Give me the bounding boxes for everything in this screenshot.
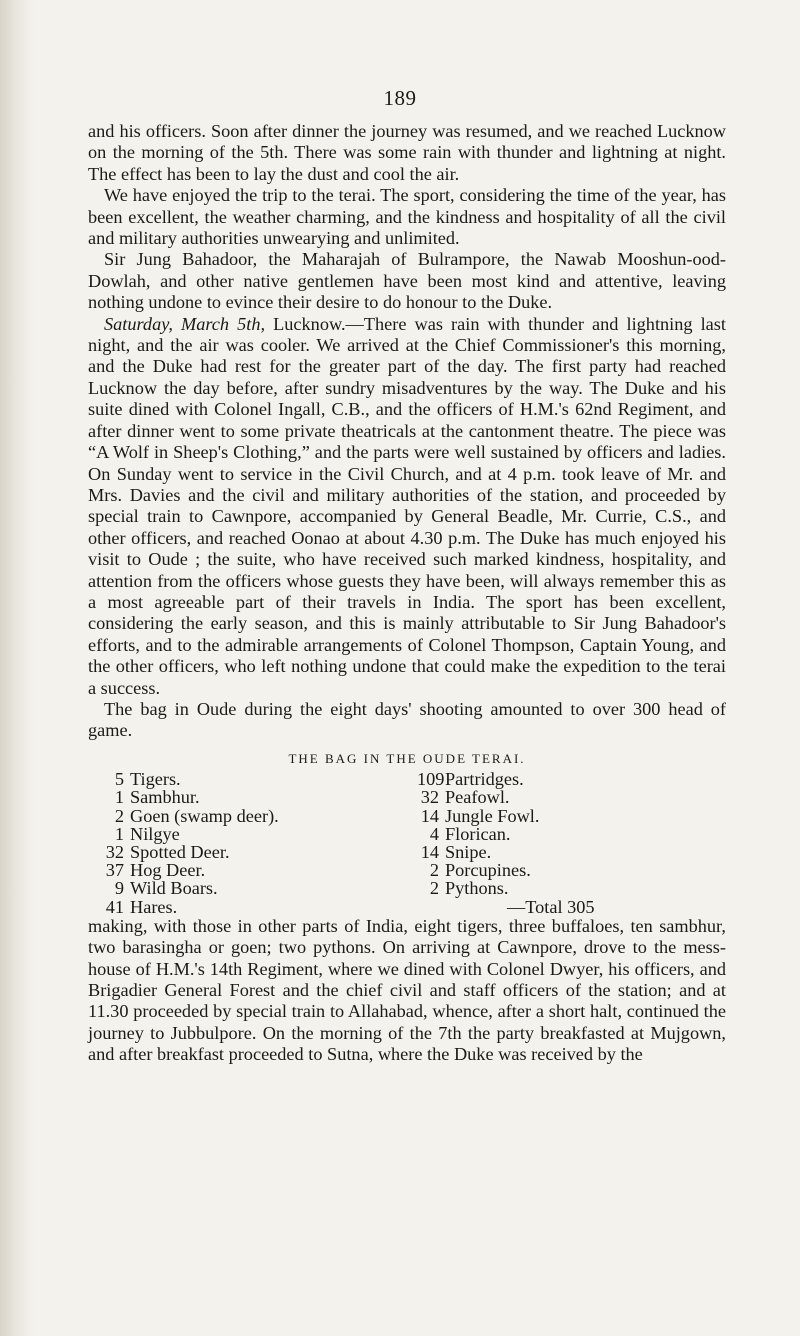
bag-row xyxy=(417,843,726,861)
page-text xyxy=(88,121,726,1066)
bag-row xyxy=(417,807,726,825)
bag-qty: 32 xyxy=(105,842,124,862)
diary-entry-paragraph xyxy=(88,314,726,699)
bag-qty: 14 xyxy=(420,842,439,862)
bag-qty: 2 xyxy=(429,878,439,899)
bag-row xyxy=(417,788,726,806)
bag-row xyxy=(417,879,726,897)
bag-row xyxy=(102,770,411,788)
bag-item: Sambhur. xyxy=(130,787,200,808)
bag-row xyxy=(102,843,411,861)
page-number: 189 xyxy=(383,86,417,110)
scan-edge-shadow xyxy=(0,0,34,1336)
bag-total-row xyxy=(417,898,726,916)
bag-item: Peafowl. xyxy=(445,787,510,808)
bag-total: —Total 305 xyxy=(507,896,595,917)
bag-item: Nilgye xyxy=(130,823,180,844)
bag-item: Goen (swamp deer). xyxy=(130,805,279,826)
bag-item: Porcupines. xyxy=(445,860,531,881)
diary-date: Saturday, March 5th, xyxy=(104,313,266,334)
bag-item: Spotted Deer. xyxy=(130,842,230,862)
bag-column-left xyxy=(102,770,411,916)
bag-item: Hares. xyxy=(130,896,178,917)
bag-qty: 4 xyxy=(429,823,439,844)
bag-item: Wild Boars. xyxy=(130,878,218,899)
bag-row xyxy=(102,861,411,879)
bag-item: Tigers. xyxy=(130,769,181,790)
bag-column-right xyxy=(417,770,726,916)
bag-qty: 32 xyxy=(420,787,439,808)
bag-item: Pythons. xyxy=(445,878,509,899)
bag-row xyxy=(102,898,411,916)
bag-qty: 2 xyxy=(114,805,124,826)
bag-qty: 14 xyxy=(420,805,439,826)
bag-qty: 109 xyxy=(417,769,445,790)
bag-item: Snipe. xyxy=(445,842,492,862)
bag-table xyxy=(102,770,726,916)
bag-row xyxy=(102,825,411,843)
diary-text: Lucknow.—There was rain with thunder and lightning last night, and the air was cooler. We arrived at the Chief Commissioner's this morning, and the Duke had rest for the greater part of the day. The first party had reached Lucknow the day before, after sundry misadventures by the way. The Duke and his suite dined with Colonel Ingall, C.B., and the officers of H.M.'s 62nd Regiment, and after dinner went to some private theatricals at the cantonment theatre. The piece was “A Wolf in Sheep's Clothing,” and the parts were well sustained by officers and ladies. On Sunday went to service in the Civil Church, and at 4 p.m. took leave of Mr. and Mrs. Davies and the civil and military authorities of the station, and proceeded by special train to Cawnpore, accompanied by General Beadle, Mr. Currie, C.S., and other officers, and reached Oonao at about 4.30 p.m. The Duke has much enjoyed his visit to Oude ; the suite, who have received such marked kindness, hospitality, and attention from the officers whose guests they have been, will always remember this as a most agreeable part of their travels in India. The sport has been excellent, considering the early season, and this is mainly attributable to Sir Jung Bahadoor's efforts, and to the admirable arrangements of Colonel Thompson, Captain Young, and the other officers, who left nothing undone that could make the expedition to the terai a success. xyxy=(88,313,726,698)
bag-row xyxy=(417,825,726,843)
bag-qty: 41 xyxy=(105,896,124,917)
closing-paragraph: making, with those in other parts of India, eight tigers, three buffaloes, ten sambhur, two barasingha or goen; two pythons. On arriving at Cawnpore, drove to the mess-house of H.M.'s 14th Regiment, where we dined with Colonel Dwyer, his officers, and Brigadier General Forest and the chief civil and staff officers of the station; and at 11.30 proceeded by special train to Allahabad, whence, after a short halt, continued the journey to Jubbulpore. On the morning of the 7th the party breakfasted at Mujgown, and after breakfast proceeded to Sutna, where the Duke was received by the xyxy=(88,915,726,1065)
paragraph: We have enjoyed the trip to the terai. The sport, considering the time of the year, has been excellent, the weather charming, and the kindness and hospitality of all the civil and military authorities unwearying and unlimited. xyxy=(88,185,726,249)
bag-qty: 9 xyxy=(114,878,124,899)
bag-row xyxy=(102,807,411,825)
bag-row xyxy=(102,788,411,806)
bag-row xyxy=(417,770,726,788)
bag-qty: 1 xyxy=(114,823,124,844)
bag-row xyxy=(417,861,726,879)
bag-item: Hog Deer. xyxy=(130,860,206,881)
bag-qty: 2 xyxy=(429,860,439,881)
paragraph: and his officers. Soon after dinner the journey was resumed, and we reached Lucknow on the morning of the 5th. There was some rain with thunder and lightning at night. The effect has been to lay the dust and cool the air. xyxy=(88,121,726,184)
bag-item: Partridges. xyxy=(445,769,524,790)
paragraph: Sir Jung Bahadoor, the Maharajah of Bulrampore, the Nawab Mooshun-ood-Dowlah, and other native gentlemen have been most kind and attentive, leaving nothing undone to evince their desire to do honour to the Duke. xyxy=(88,249,726,313)
bag-table-title: THE BAG IN THE OUDE TERAI. xyxy=(288,750,526,766)
bag-qty: 1 xyxy=(114,787,124,808)
bag-item: Jungle Fowl. xyxy=(445,805,540,826)
bag-intro-paragraph: The bag in Oude during the eight days' shooting amounted to over 300 head of game. xyxy=(88,698,726,741)
bag-row xyxy=(102,879,411,897)
bag-qty: 37 xyxy=(105,860,124,881)
bag-item: Florican. xyxy=(445,823,511,844)
bag-qty: 5 xyxy=(114,769,124,790)
